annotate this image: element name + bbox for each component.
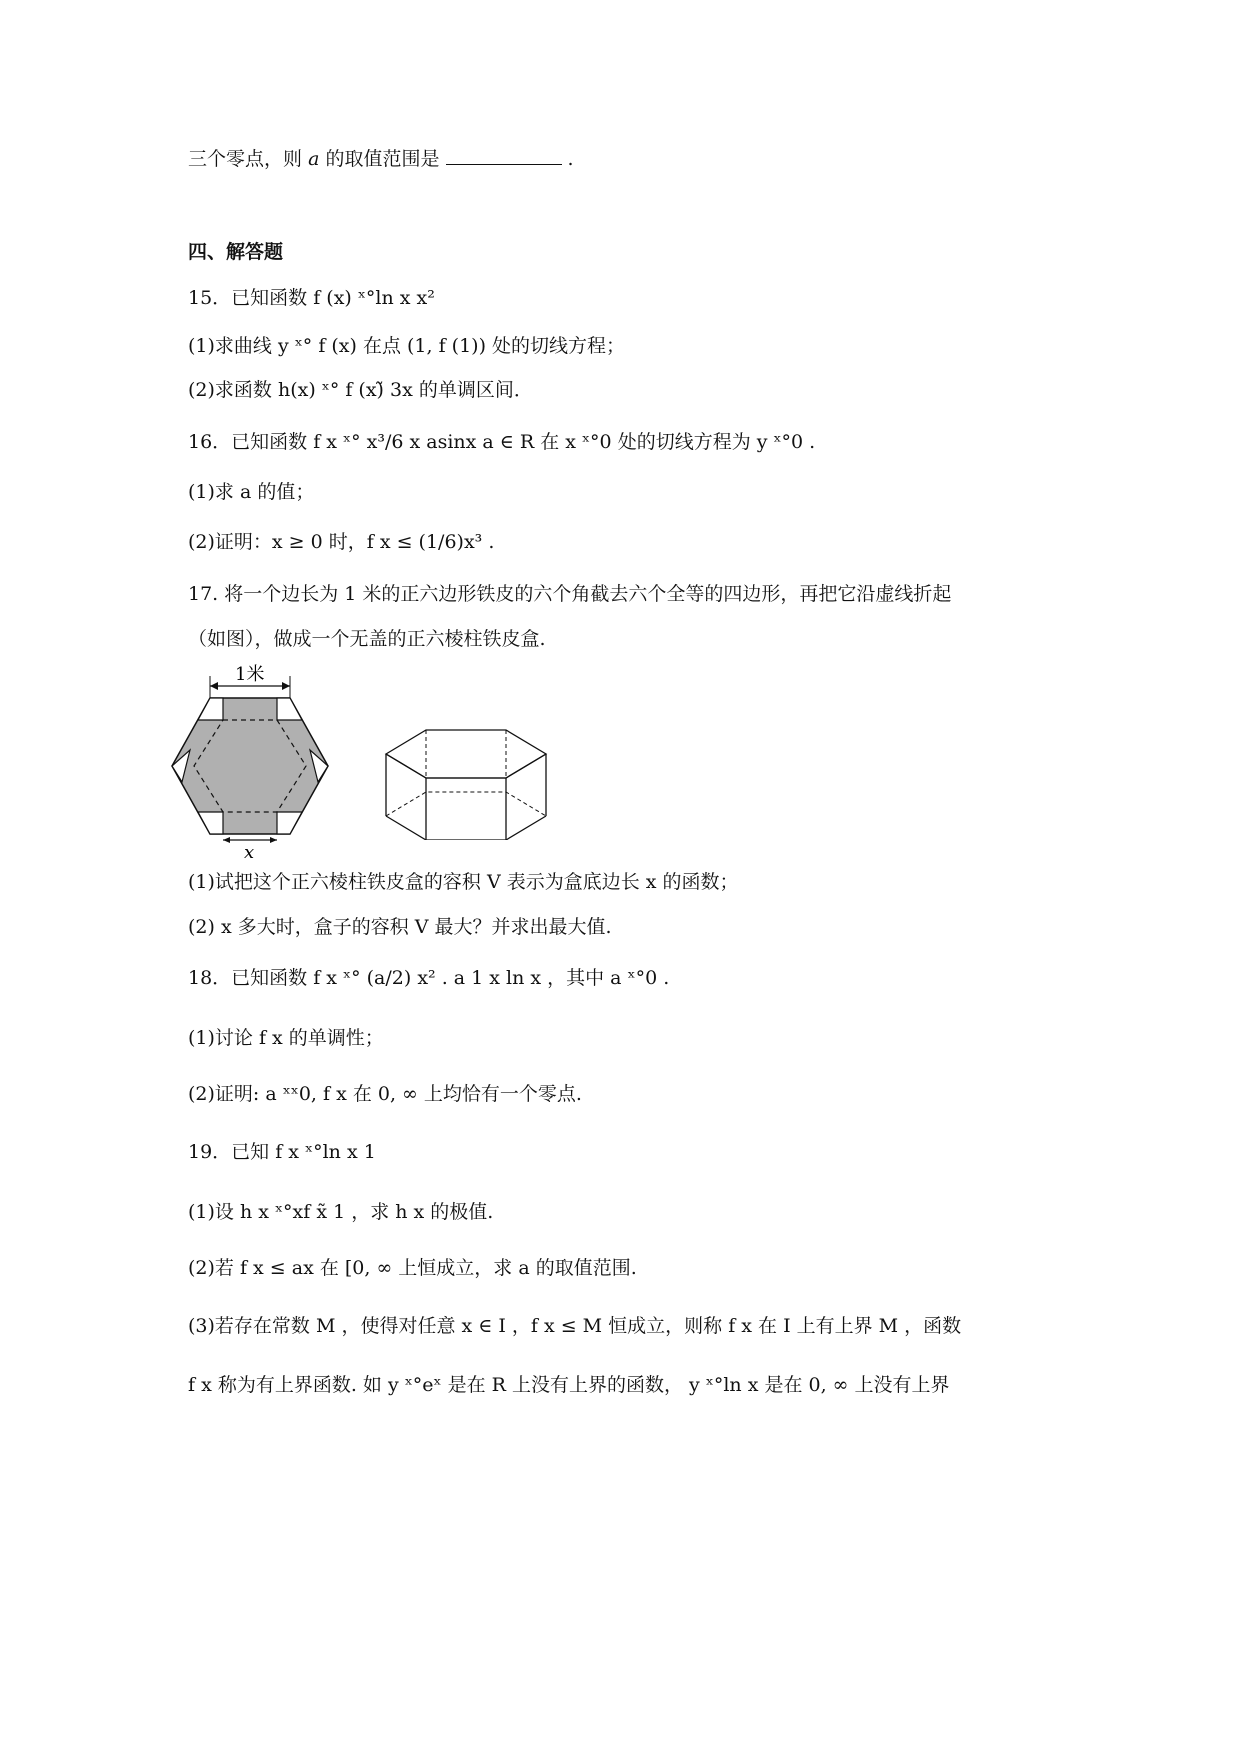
corner-cut-4 <box>277 812 302 834</box>
question-19-part-3: (3)若存在常数 M ，使得对任意 x ∈ I ，f x ≤ M 恒成立，则称 f x 在 I 上有上界 M ，函数 <box>188 1315 962 1337</box>
question-17: 17. 将一个边长为 1 米的正六边形铁皮的六个角截去六个全等的四边形，再把它沿虚线折起 <box>188 583 952 605</box>
answer-blank[interactable] <box>446 146 562 165</box>
question-17-part-2: (2) x 多大时，盒子的容积 V 最大？并求出最大值. <box>188 916 612 938</box>
corner-cut-1 <box>198 698 223 720</box>
hexagonal-prism-box <box>380 720 570 840</box>
section-heading: 四、解答题 <box>188 241 284 263</box>
question-19-part-1: (1)设 h x ˣ°xf x̃ 1 ，求 h x 的极值. <box>188 1201 494 1223</box>
question-18-part-1: (1)讨论 f x 的单调性； <box>188 1027 384 1049</box>
question-19-part-3-continued: f x 称为有上界函数. 如 y ˣ°eˣ 是在 R 上没有上界的函数， y ˣ°ln x 是在 0, ∞ 上没有上界 <box>188 1374 950 1396</box>
question-17-continued: （如图），做成一个无盖的正六棱柱铁皮盒. <box>188 628 546 650</box>
corner-cut-5 <box>198 812 223 834</box>
question-14-tail: 三个零点，则 a 的取值范围是 . <box>188 148 574 170</box>
arrow-right-icon <box>282 682 290 690</box>
variable-a: a <box>308 148 320 170</box>
question-15-part-1: (1)求曲线 y ˣ° f (x) 在点 (1, f (1)) 处的切线方程； <box>188 335 626 357</box>
question-15-part-2: (2)求函数 h(x) ˣ° f (x)̃ 3x 的单调区间． <box>188 379 533 401</box>
question-18-part-2: (2)证明: a ˣˣ0, f x 在 0, ∞ 上均恰有一个零点. <box>188 1083 582 1105</box>
label-one-meter: 1米 <box>235 664 265 685</box>
question-17-part-1: (1)试把这个正六棱柱铁皮盒的容积 V 表示为盒底边长 x 的函数； <box>188 871 739 893</box>
question-16: 16．已知函数 f x ˣ° x³/6 x asinx a ∈ R 在 x ˣ°0 处的切线方程为 y ˣ°0 . <box>188 431 816 453</box>
label-x: x <box>244 842 255 862</box>
question-15: 15．已知函数 f (x) ˣ°ln x x² <box>188 287 435 309</box>
question-19-part-2: (2)若 f x ≤ ax 在 [0, ∞ 上恒成立，求 a 的取值范围. <box>188 1257 637 1279</box>
corner-cut-2 <box>277 698 302 720</box>
outer-hexagon <box>172 698 328 834</box>
question-16-part-2: (2)证明：x ≥ 0 时，f x ≤ (1/6)x³ . <box>188 531 495 553</box>
arrow-left-icon <box>210 682 218 690</box>
question-19: 19．已知 f x ˣ°ln x 1 <box>188 1141 376 1163</box>
question-16-part-1: (1)求 a 的值； <box>188 481 315 503</box>
question-18: 18．已知函数 f x ˣ° (a/2) x² . a 1 x ln x ，其中 a ˣ°0 . <box>188 967 670 989</box>
